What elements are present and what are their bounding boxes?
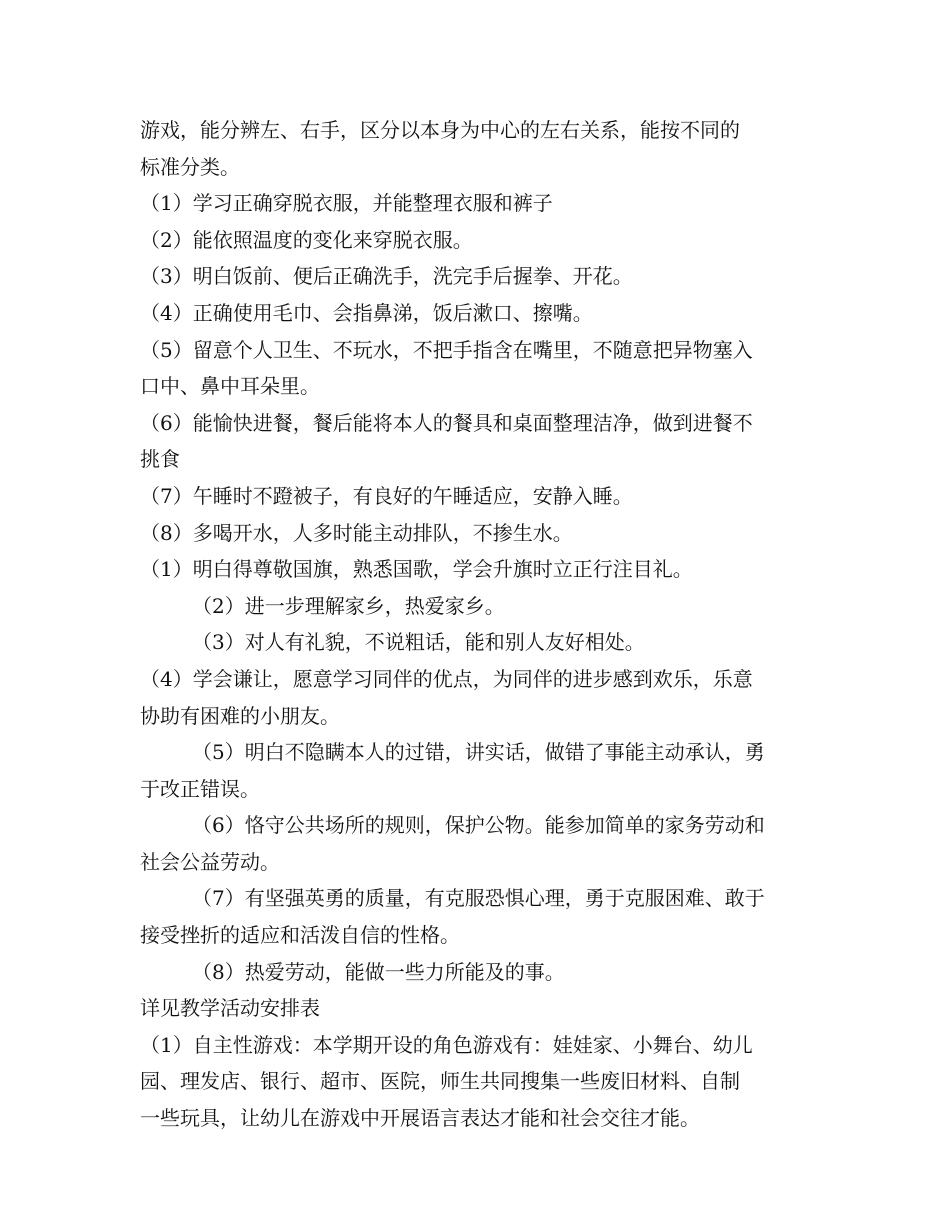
paragraph — [140, 1027, 812, 1137]
paragraph — [140, 295, 812, 332]
text-line: 详见教学活动安排表 — [140, 996, 320, 1021]
text-line: （3）对人有礼貌，不说粗话，能和别人友好相处。 — [192, 630, 645, 655]
text-line: （1）明白得尊敬国旗，熟悉国歌，学会升旗时立正行注目礼。 — [140, 557, 693, 582]
text-line: （7）午睡时不蹬被子，有良好的午睡适应，安静入睡。 — [140, 483, 633, 508]
paragraph — [140, 515, 812, 552]
paragraph — [140, 112, 812, 185]
text-line: （6）恪守公共场所的规则，保护公物。能参加简单的家务劳动和 — [192, 813, 765, 838]
text-line: 标准分类。 — [140, 154, 240, 179]
text-line: 口中、鼻中耳朵里。 — [140, 374, 320, 399]
text-line: 协助有困难的小朋友。 — [140, 703, 340, 728]
paragraph — [140, 734, 812, 807]
document-body — [140, 112, 812, 1137]
paragraph — [140, 185, 812, 222]
paragraph — [140, 954, 812, 991]
text-line: （1）自主性游戏：本学期开设的角色游戏有：娃娃家、小舞台、幼儿 — [140, 1032, 753, 1057]
paragraph — [140, 332, 812, 405]
text-line: （8）多喝开水，人多时能主动排队，不掺生水。 — [140, 520, 573, 545]
paragraph — [140, 222, 812, 259]
text-line: （2）能依照温度的变化来穿脱衣服。 — [140, 227, 473, 252]
text-line: （4）学会谦让，愿意学习同伴的优点，为同伴的进步感到欢乐，乐意 — [140, 666, 753, 691]
text-line: 园、理发店、银行、超市、医院，师生共同搜集一些废旧材料、自制 — [140, 1069, 740, 1094]
paragraph — [140, 661, 812, 734]
paragraph — [140, 807, 812, 880]
paragraph — [140, 990, 812, 1027]
paragraph — [140, 551, 812, 588]
text-line: （8）热爱劳动，能做一些力所能及的事。 — [192, 959, 565, 984]
paragraph — [140, 405, 812, 478]
text-line: 接受挫折的适应和活泼自信的性格。 — [140, 923, 460, 948]
text-line: 一些玩具，让幼儿在游戏中开展语言表达才能和社会交往才能。 — [140, 1106, 700, 1131]
paragraph — [140, 478, 812, 515]
text-line: 社会公益劳动。 — [140, 849, 280, 874]
text-line: （4）正确使用毛巾、会指鼻涕，饭后漱口、擦嘴。 — [140, 300, 593, 325]
text-line: （1）学习正确穿脱衣服，并能整理衣服和裤子 — [140, 191, 553, 216]
paragraph — [140, 880, 812, 953]
text-line: 挑食 — [140, 447, 180, 472]
text-line: （3）明白饭前、便后正确洗手，洗完手后握拳、开花。 — [140, 264, 633, 289]
paragraph — [140, 588, 812, 625]
text-line: （7）有坚强英勇的质量，有克服恐惧心理，勇于克服困难、敢于 — [192, 886, 765, 911]
text-line: （6）能愉快进餐，餐后能将本人的餐具和桌面整理洁净，做到进餐不 — [140, 410, 753, 435]
text-line: 于改正错误。 — [140, 776, 260, 801]
text-line: （2）进一步理解家乡，热爱家乡。 — [192, 593, 505, 618]
text-line: （5）留意个人卫生、不玩水，不把手指含在嘴里，不随意把异物塞入 — [140, 337, 753, 362]
paragraph — [140, 258, 812, 295]
paragraph — [140, 624, 812, 661]
text-line: （5）明白不隐瞒本人的过错，讲实话，做错了事能主动承认，勇 — [192, 740, 765, 765]
text-line: 游戏，能分辨左、右手，区分以本身为中心的左右关系，能按不同的 — [140, 118, 740, 142]
